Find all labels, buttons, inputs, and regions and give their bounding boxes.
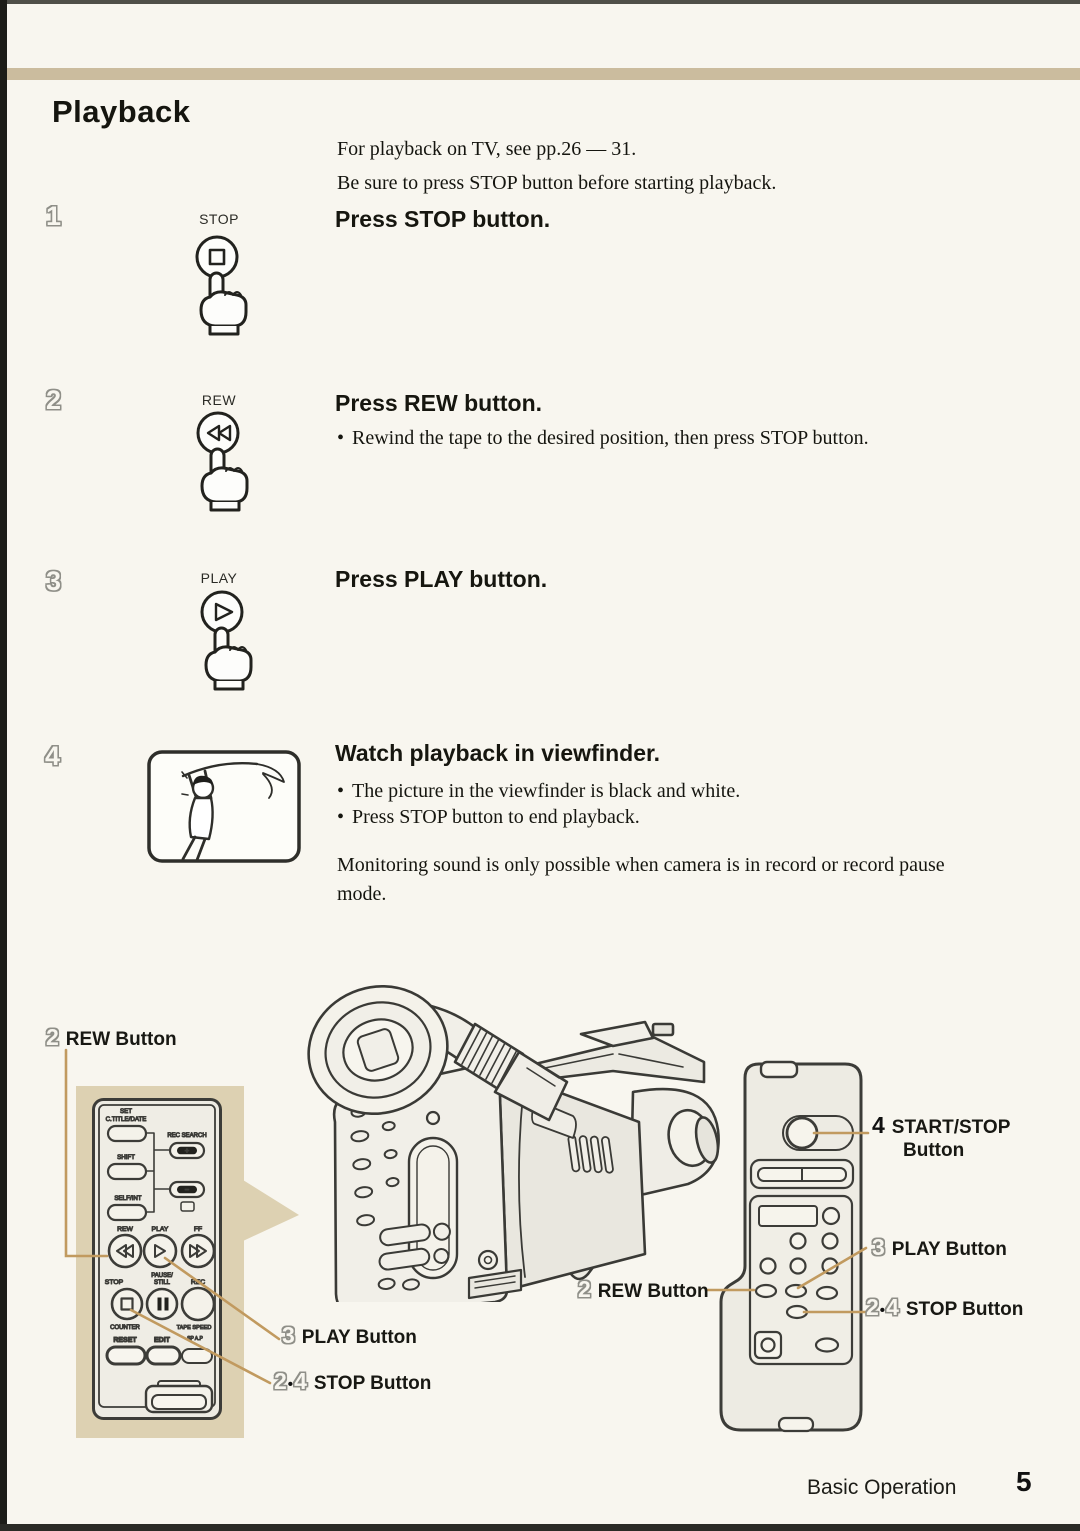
set-label: SET <box>119 1108 133 1115</box>
step-1-heading: Press STOP button. <box>335 206 551 232</box>
page-bottom-edge <box>0 1524 1080 1531</box>
rec-label: REC <box>190 1279 206 1286</box>
play-button-press-icon <box>184 588 260 692</box>
rew-button-label: REW <box>201 392 237 408</box>
tape-speed-label: TAPE SPEED <box>176 1325 212 1331</box>
leader-center-stop <box>131 1310 270 1383</box>
minus-glyph: − <box>184 1185 190 1194</box>
rec-search-label: REC SEARCH <box>167 1133 207 1139</box>
play-label: PLAY <box>151 1226 169 1233</box>
leader-left-rew <box>66 1050 107 1256</box>
rew-button-press-icon <box>180 409 256 513</box>
leader-right-play <box>798 1248 866 1288</box>
reset-label: RESET <box>113 1337 137 1344</box>
page-top-edge <box>0 0 1080 4</box>
step-2-bullet-text: Rewind the tape to the desired position, then press STOP button. <box>352 427 869 449</box>
step-2-bullet <box>337 425 869 451</box>
page-title: Playback <box>52 94 191 129</box>
label-left-rew-button: 2 REW Button <box>46 1024 177 1050</box>
leader-center-play <box>165 1258 279 1339</box>
step-4-bullet-2 <box>337 804 640 830</box>
bullet-glyph: • <box>337 806 345 828</box>
step-4-number: 4 <box>45 741 61 771</box>
label-right-stop-button: 2•4 STOP Button <box>866 1294 1024 1320</box>
ff-label: FF <box>193 1226 203 1233</box>
shift-label: SHIFT <box>117 1154 135 1161</box>
label-center-play-button: 3 PLAY Button <box>282 1322 417 1348</box>
step-4-bullet-1 <box>337 778 740 804</box>
step-4-bullet-1-text: The picture in the viewfinder is black and white. <box>352 780 741 802</box>
step-4-bullet-2-text: Press STOP button to end playback. <box>352 806 640 828</box>
stop-button-label: STOP <box>199 211 239 227</box>
rew-label: REW <box>117 1226 133 1233</box>
pause-label: PAUSE/ <box>151 1273 173 1279</box>
header-tan-band <box>0 68 1080 80</box>
step-2-number: 2 <box>46 385 62 415</box>
step-3-heading: Press PLAY button. <box>335 566 548 592</box>
viewfinder-playback-illustration <box>145 748 303 865</box>
self-int-label: SELF/INT <box>114 1195 142 1202</box>
label-center-stop-button: 2•4 STOP Button <box>274 1368 432 1394</box>
note-line-1: Monitoring sound is only possible when camera is in record or record pause <box>337 854 945 876</box>
plus-glyph: + <box>184 1146 190 1155</box>
step-3-number: 3 <box>46 566 62 596</box>
footer-page-number: 5 <box>1016 1466 1032 1497</box>
note-line-2: mode. <box>337 883 387 905</box>
edit-label: EDIT <box>154 1337 170 1344</box>
label-center-rew-button: 2 REW Button <box>578 1276 709 1302</box>
step-2-heading: Press REW button. <box>335 390 543 416</box>
intro-line-2: Be sure to press STOP button before starting playback. <box>337 172 777 194</box>
stop-label: STOP <box>104 1279 124 1286</box>
bullet-glyph: • <box>337 427 345 449</box>
ctitle-date-label: C.TITLE/DATE <box>105 1116 147 1123</box>
label-right-play-button: 3 PLAY Button <box>872 1234 1007 1260</box>
label-start-stop-button: 4 START/STOP <box>872 1112 1011 1138</box>
play-button-label: PLAY <box>200 570 238 586</box>
intro-line-1: For playback on TV, see pp.26 — 31. <box>337 138 637 160</box>
label-start-stop-button-line2: Button <box>903 1140 965 1161</box>
step-1-number: 1 <box>46 201 62 231</box>
tape-speed-sub-label: SP A.P <box>187 1336 203 1342</box>
bullet-glyph: • <box>337 780 345 802</box>
still-label: STILL <box>153 1280 171 1286</box>
footer-section-title: Basic Operation <box>807 1476 957 1499</box>
counter-label: COUNTER <box>110 1325 140 1331</box>
step-4-heading: Watch playback in viewfinder. <box>335 740 661 766</box>
stop-button-press-icon <box>179 233 255 337</box>
